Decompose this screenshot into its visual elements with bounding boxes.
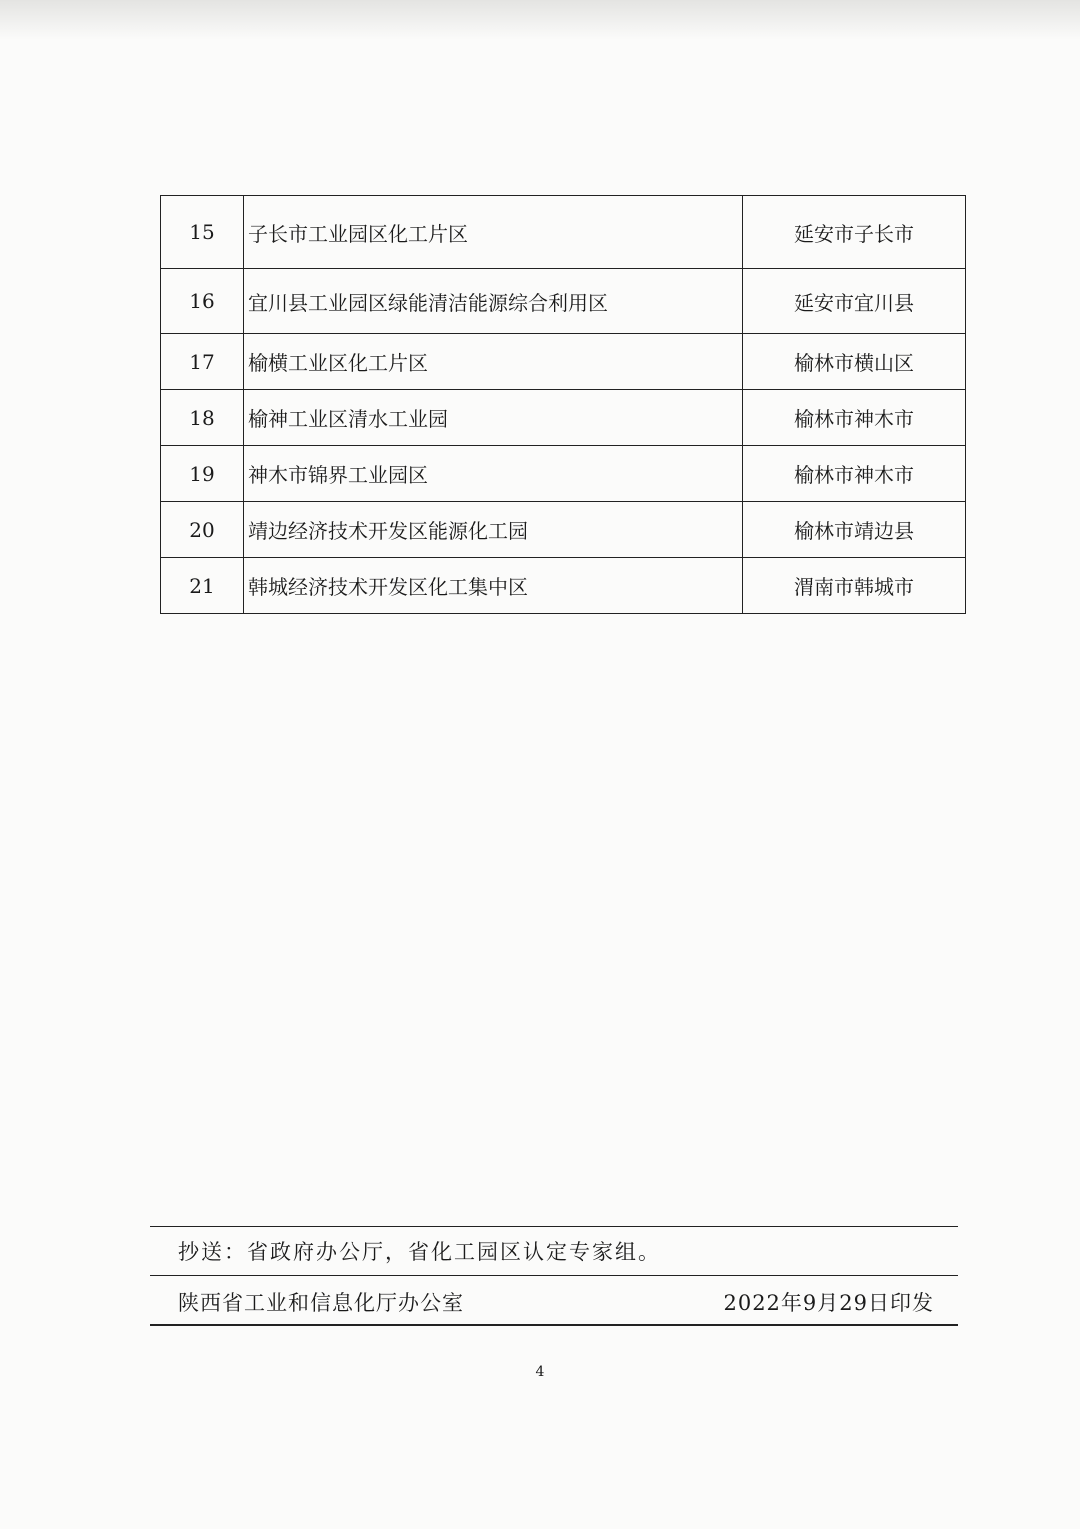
table-row — [161, 196, 966, 269]
issuing-office: 陕西省工业和信息化厅办公室 — [178, 1291, 464, 1315]
row-number: 15 — [161, 196, 244, 269]
park-location: 榆林市横山区 — [743, 334, 966, 390]
park-name: 榆横工业区化工片区 — [244, 334, 743, 390]
chemical-parks-table — [160, 195, 966, 614]
table-row — [161, 558, 966, 614]
table-row — [161, 446, 966, 502]
table-row — [161, 334, 966, 390]
footer-divider — [150, 1226, 958, 1227]
table-row — [161, 269, 966, 334]
footer-divider — [150, 1275, 958, 1276]
park-location: 延安市宜川县 — [743, 269, 966, 334]
park-name: 子长市工业园区化工片区 — [244, 196, 743, 269]
park-location: 榆林市靖边县 — [743, 502, 966, 558]
row-number: 20 — [161, 502, 244, 558]
park-location: 渭南市韩城市 — [743, 558, 966, 614]
row-number: 19 — [161, 446, 244, 502]
table-row — [161, 502, 966, 558]
table-row — [161, 390, 966, 446]
footer-divider — [150, 1324, 958, 1326]
park-location: 榆林市神木市 — [743, 446, 966, 502]
park-name: 宜川县工业园区绿能清洁能源综合利用区 — [244, 269, 743, 334]
row-number: 21 — [161, 558, 244, 614]
park-name: 榆神工业区清水工业园 — [244, 390, 743, 446]
issue-date: 2022年9月29日印发 — [723, 1291, 934, 1315]
row-number: 17 — [161, 334, 244, 390]
park-location: 延安市子长市 — [743, 196, 966, 269]
park-name: 神木市锦界工业园区 — [244, 446, 743, 502]
scan-edge — [0, 0, 1080, 40]
page-number: 4 — [535, 1364, 545, 1380]
row-number: 16 — [161, 269, 244, 334]
park-name: 韩城经济技术开发区化工集中区 — [244, 558, 743, 614]
park-location: 榆林市神木市 — [743, 390, 966, 446]
cc-recipients: 抄送：省政府办公厅，省化工园区认定专家组。 — [178, 1240, 661, 1264]
row-number: 18 — [161, 390, 244, 446]
park-name: 靖边经济技术开发区能源化工园 — [244, 502, 743, 558]
